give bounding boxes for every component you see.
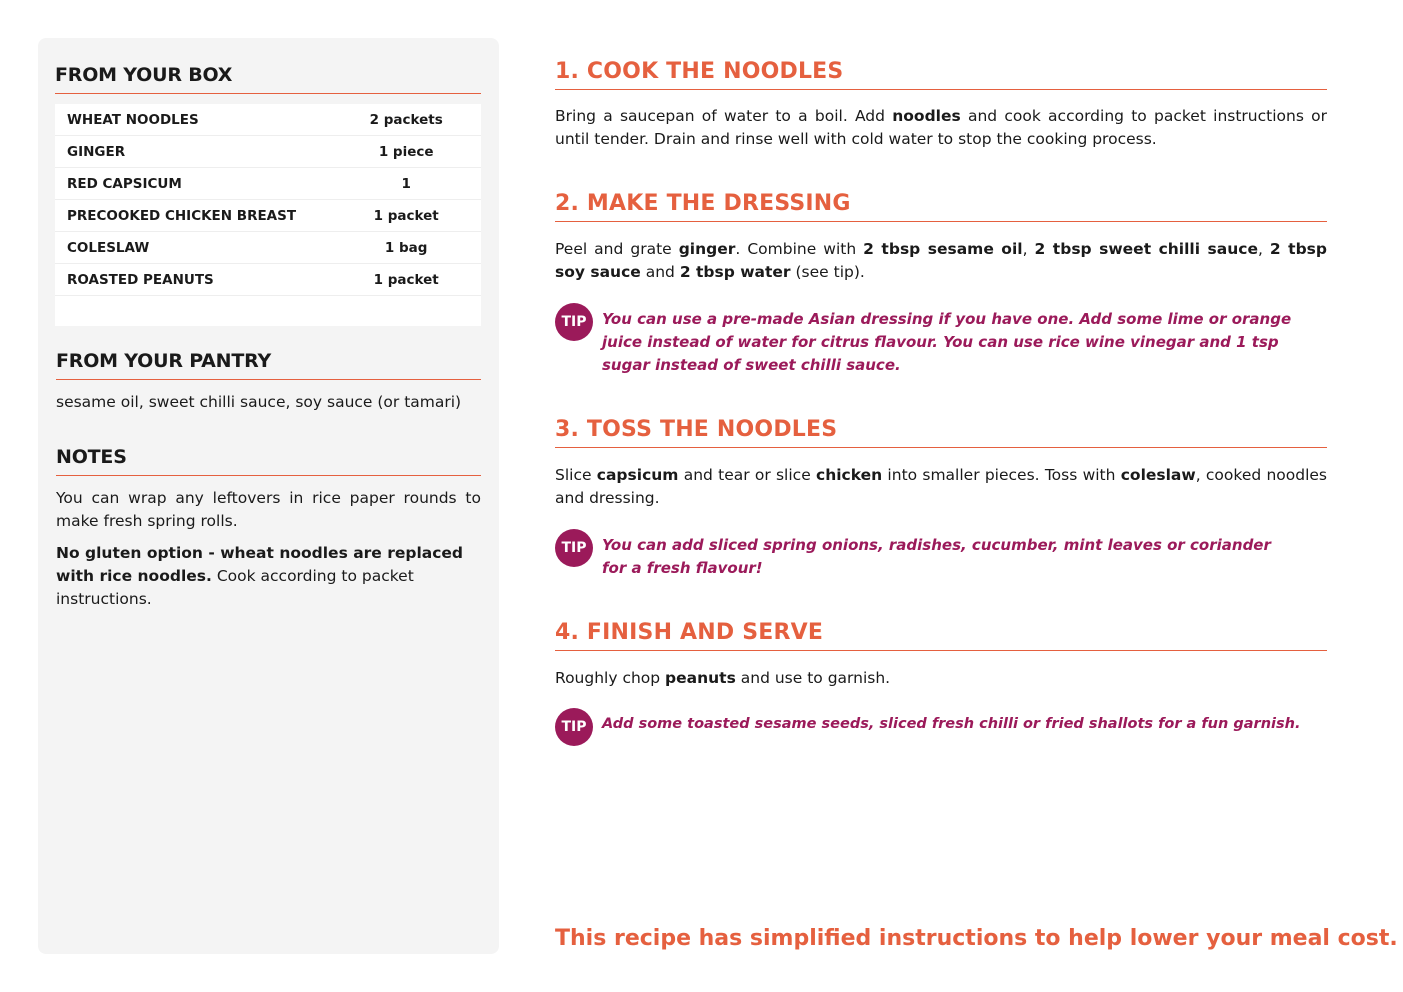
step-4-text: Roughly chop peanuts and use to garnish. — [555, 669, 891, 687]
ingredient-name: COLESLAW — [67, 239, 150, 256]
ingredient-name: WHEAT NOODLES — [67, 111, 199, 128]
step-2-text: Peel and grate ginger. Combine with 2 tbsp sesame oil, 2 tbsp sweet chilli sauce, 2 tbsp soy sauce and 2 tbsp water (see tip). — [555, 240, 1327, 281]
ingredient-name: ROASTED PEANUTS — [67, 271, 214, 288]
step-4-tip — [555, 713, 1327, 746]
ingredient-qty: 1 packet — [373, 207, 439, 224]
ingredient-qty: 2 packets — [369, 111, 443, 128]
ingredients-panel — [38, 38, 499, 954]
step-2-title: 2. MAKE THE DRESSING — [555, 191, 1327, 222]
step-1-text: Bring a saucepan of water to a boil. Add noodles and cook according to packet instructions or until tender. Drain and rinse well with cold water to stop the cooking process. — [555, 107, 1327, 148]
from-your-box-heading: FROM YOUR BOX — [55, 64, 481, 94]
ingredient-name: RED CAPSICUM — [67, 175, 182, 192]
step-2-tip — [555, 308, 1327, 377]
tip-text: Add some toasted sesame seeds, sliced fresh chilli or fried shallots for a fun garnish. — [602, 716, 1301, 732]
table-row — [55, 104, 481, 136]
table-row — [55, 200, 481, 232]
gluten-option-bold: No gluten option - wheat noodles are replaced with rice noodles. — [56, 544, 464, 585]
step-1-title: 1. COOK THE NOODLES — [555, 59, 1327, 90]
step-3-tip — [555, 534, 1327, 580]
step-4-title: 4. FINISH AND SERVE — [555, 620, 1327, 651]
notes-gluten-option — [56, 542, 481, 611]
notes-paragraph: You can wrap any leftovers in rice paper rounds to make fresh spring rolls. — [56, 489, 481, 530]
table-row — [55, 232, 481, 264]
footer-note: This recipe has simplified instructions to help lower your meal cost. — [555, 926, 1398, 951]
ingredient-qty: 1 packet — [373, 271, 439, 288]
step-3-title: 3. TOSS THE NOODLES — [555, 417, 1327, 448]
table-row — [55, 136, 481, 168]
tip-text: You can add sliced spring onions, radishes, cucumber, mint leaves or coriander for a fresh flavour! — [602, 536, 1271, 577]
box-ingredients-table — [55, 104, 481, 326]
ingredient-qty: 1 — [401, 175, 411, 192]
ingredient-qty: 1 bag — [384, 239, 428, 256]
ingredient-qty: 1 piece — [378, 143, 434, 160]
tip-text: You can use a pre-made Asian dressing if you have one. Add some lime or orange juice instead of water for citrus flavour. You can use rice wine vinegar and 1 tsp sugar instead of sweet chilli sauce. — [602, 310, 1292, 374]
tip-badge-icon: TIP — [555, 708, 593, 746]
ingredient-name: PRECOOKED CHICKEN BREAST — [67, 207, 297, 224]
table-row — [55, 168, 481, 200]
gluten-option-text: Cook according to packet instructions. — [56, 567, 414, 608]
pantry-text: sesame oil, sweet chilli sauce, soy sauce (or tamari) — [56, 393, 462, 411]
step-3-text: Slice capsicum and tear or slice chicken into smaller pieces. Toss with coleslaw, cooked noodles and dressing. — [555, 466, 1328, 507]
from-your-pantry-heading: FROM YOUR PANTRY — [56, 350, 481, 380]
tip-badge-icon: TIP — [555, 303, 593, 341]
tip-badge-icon: TIP — [555, 529, 593, 567]
table-row — [55, 264, 481, 296]
ingredient-name: GINGER — [67, 143, 126, 160]
notes-heading: NOTES — [56, 446, 481, 476]
